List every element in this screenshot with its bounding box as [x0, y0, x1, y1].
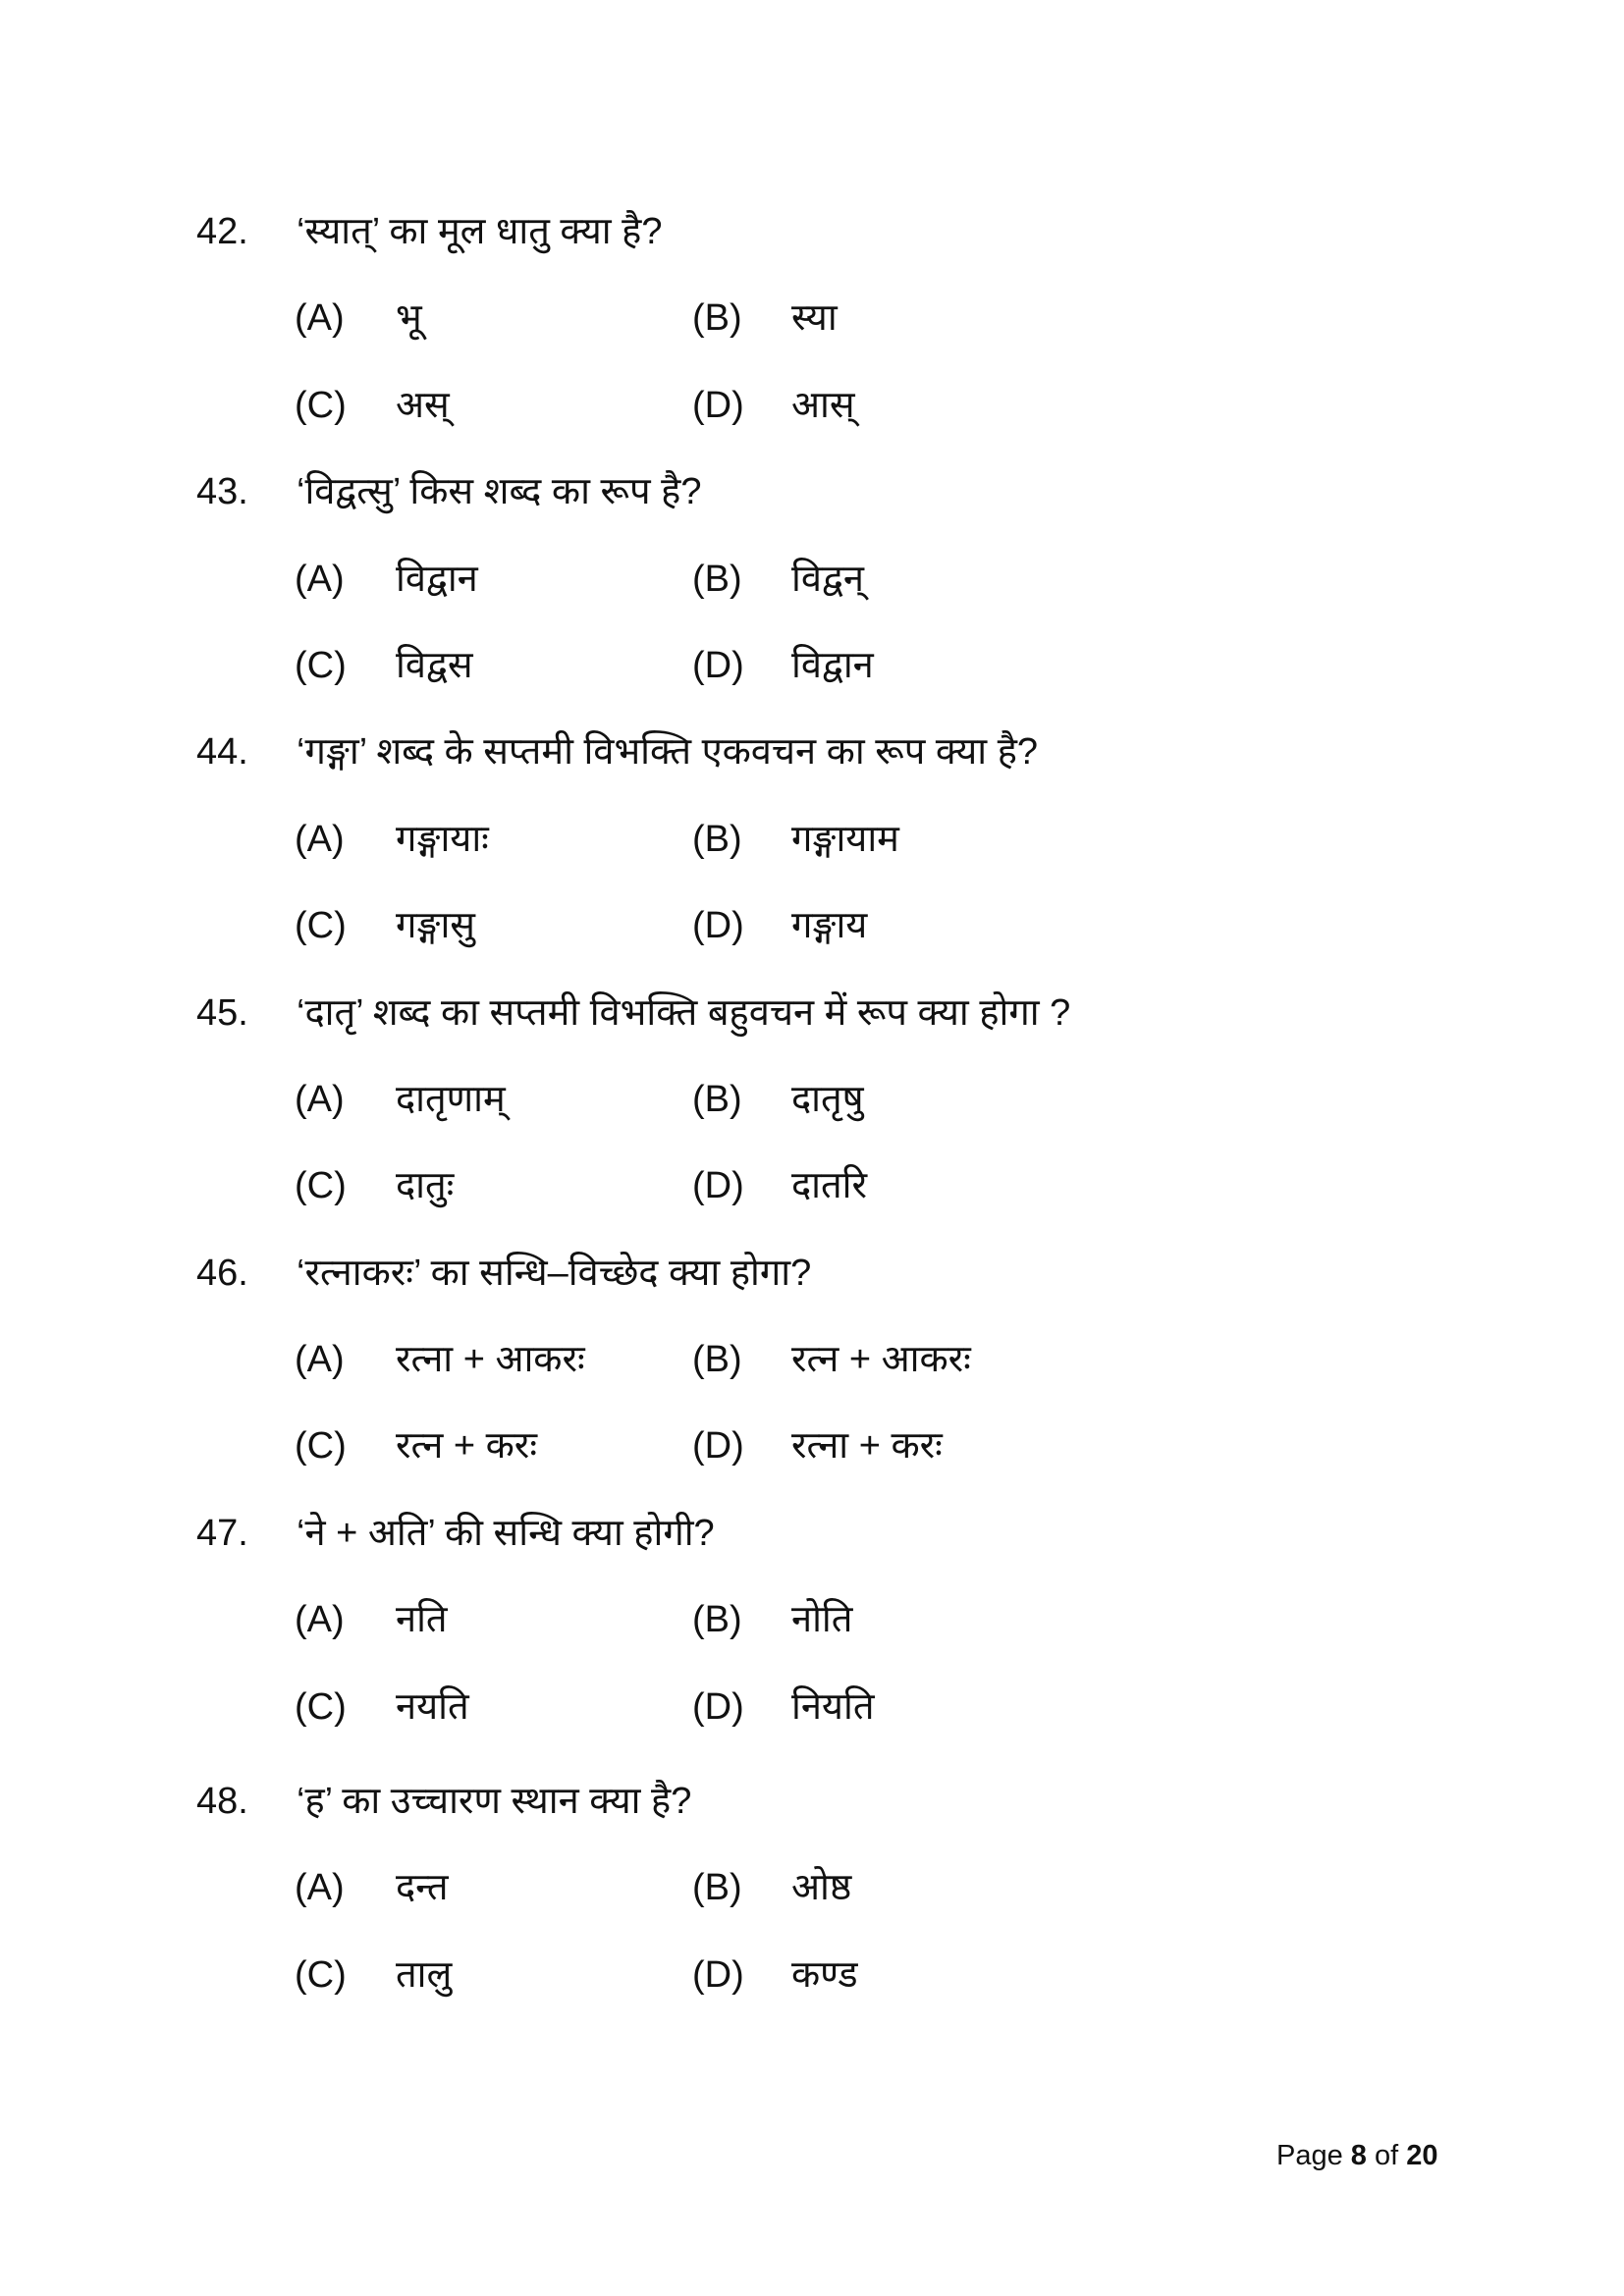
option-label: (C)	[295, 1685, 347, 1728]
options-row	[0, 622, 1624, 709]
options-row	[0, 1576, 1624, 1663]
option-text: विद्वन्	[791, 558, 864, 600]
options-row	[0, 536, 1624, 622]
options-row	[0, 1316, 1624, 1403]
option-text: गङ्गासु	[396, 905, 475, 947]
option-label: (D)	[692, 1165, 744, 1207]
question-number: 45.	[196, 991, 248, 1034]
option-text: रत्न + करः	[396, 1425, 538, 1468]
option-label: (A)	[295, 1599, 345, 1641]
option-text: गङ्गाय	[791, 905, 868, 947]
question-row	[0, 1758, 1624, 1844]
option-label: (B)	[692, 1339, 742, 1381]
options-row	[0, 275, 1624, 361]
question-text: ‘स्यात्’ का मूल धातु क्या है?	[297, 211, 663, 252]
option-text: आस्	[791, 384, 855, 426]
question-number: 43.	[196, 471, 248, 513]
option-label: (A)	[295, 558, 345, 600]
option-text: विद्वान	[396, 558, 478, 600]
options-row	[0, 1664, 1624, 1750]
question-block	[0, 970, 1624, 1230]
page-number	[1276, 2140, 1438, 2172]
question-text: ‘रत्नाकरः’ का सन्धि–विच्छेद क्या होगा?	[297, 1252, 812, 1294]
question-text: ‘गङ्गा’ शब्द के सप्तमी विभक्ति एकवचन का रूप क्या है?	[297, 731, 1039, 774]
option-label: (D)	[692, 1953, 744, 1996]
option-text: दातृणाम्	[396, 1078, 506, 1120]
question-text: ‘ने + अति’ की सन्धि क्या होगी?	[297, 1512, 715, 1554]
option-label: (C)	[295, 384, 347, 426]
option-label: (D)	[692, 905, 744, 947]
option-label: (B)	[692, 818, 742, 860]
option-text: नति	[396, 1599, 448, 1641]
page-current: 8	[1350, 2140, 1367, 2171]
question-row	[0, 1230, 1624, 1316]
options-row	[0, 1143, 1624, 1229]
option-text: स्या	[791, 297, 838, 340]
option-label: (C)	[295, 1165, 347, 1207]
option-text: नोति	[791, 1599, 853, 1641]
question-block	[0, 1758, 1624, 2018]
option-text: विद्वान	[791, 644, 874, 686]
options-row	[0, 1844, 1624, 1931]
option-text: नयति	[396, 1685, 469, 1728]
option-text: रत्न + आकरः	[791, 1339, 971, 1381]
option-text: अस्	[396, 384, 450, 426]
option-label: (B)	[692, 558, 742, 600]
question-list	[0, 188, 1624, 2018]
question-text: ‘विद्वत्सु’ किस शब्द का रूप है?	[297, 471, 702, 513]
option-text: दन्त	[396, 1867, 449, 1909]
option-text: रत्ना + करः	[791, 1425, 943, 1468]
option-text: विद्वस	[396, 644, 473, 686]
question-text: ‘दातृ’ शब्द का सप्तमी विभक्ति बहुवचन में रूप क्या होगा ?	[297, 991, 1071, 1034]
question-row	[0, 1490, 1624, 1576]
option-label: (A)	[295, 1867, 345, 1909]
option-label: (A)	[295, 818, 345, 860]
question-block	[0, 1230, 1624, 1490]
option-text: रत्ना + आकरः	[396, 1339, 585, 1381]
option-label: (C)	[295, 1425, 347, 1468]
option-label: (D)	[692, 644, 744, 686]
options-row	[0, 1056, 1624, 1143]
option-label: (D)	[692, 1425, 744, 1468]
option-label: (B)	[692, 297, 742, 340]
option-text: दातृषु	[791, 1078, 864, 1120]
option-label: (D)	[692, 384, 744, 426]
option-label: (B)	[692, 1599, 742, 1641]
question-row	[0, 188, 1624, 275]
options-row	[0, 1403, 1624, 1489]
question-text: ‘ह’ का उच्चारण स्थान क्या है?	[297, 1781, 692, 1823]
options-row	[0, 1932, 1624, 2018]
question-number: 47.	[196, 1512, 248, 1554]
page-prefix: Page	[1276, 2140, 1343, 2171]
options-row	[0, 882, 1624, 969]
option-label: (C)	[295, 644, 347, 686]
question-number: 46.	[196, 1252, 248, 1294]
option-text: गङ्गायाम	[791, 818, 899, 860]
option-text: तालु	[396, 1953, 453, 1996]
question-row	[0, 970, 1624, 1056]
question-block	[0, 188, 1624, 449]
option-label: (B)	[692, 1867, 742, 1909]
option-text: भू	[396, 297, 422, 340]
option-text: गङ्गायाः	[396, 818, 489, 860]
question-number: 42.	[196, 211, 248, 252]
option-label: (A)	[295, 1078, 345, 1120]
question-row	[0, 709, 1624, 795]
option-label: (A)	[295, 297, 345, 340]
option-label: (B)	[692, 1078, 742, 1120]
page-of: of	[1375, 2140, 1399, 2171]
option-text: ओष्ठ	[791, 1867, 852, 1909]
option-text: दातरि	[791, 1165, 868, 1207]
option-text: दातुः	[396, 1165, 455, 1207]
option-label: (C)	[295, 905, 347, 947]
question-block	[0, 709, 1624, 969]
page-total: 20	[1406, 2140, 1438, 2171]
question-block	[0, 449, 1624, 709]
question-row	[0, 449, 1624, 535]
options-row	[0, 796, 1624, 882]
option-label: (A)	[295, 1339, 345, 1381]
question-number: 44.	[196, 731, 248, 774]
question-number: 48.	[196, 1781, 248, 1823]
option-label: (C)	[295, 1953, 347, 1996]
question-block	[0, 1490, 1624, 1750]
options-row	[0, 362, 1624, 449]
option-text: नियति	[791, 1685, 875, 1728]
option-text: कण्ड	[791, 1953, 858, 1996]
option-label: (D)	[692, 1685, 744, 1728]
